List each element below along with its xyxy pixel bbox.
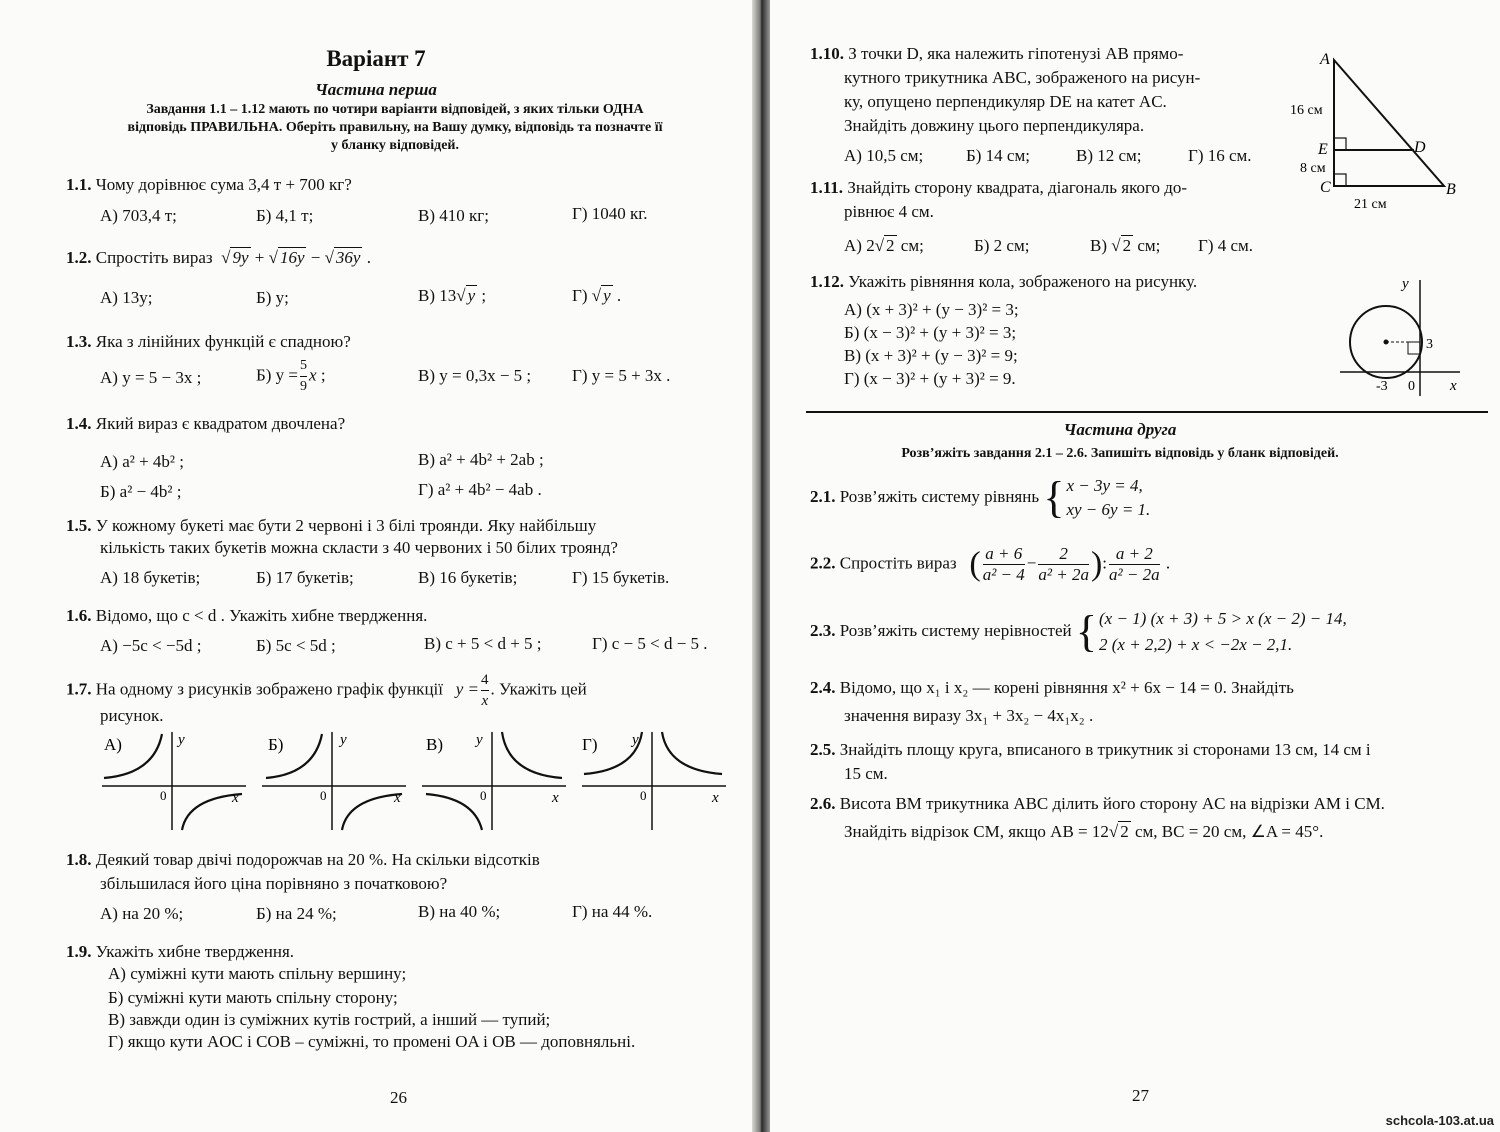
question-1-1: 1.1. Чому дорівнює сума 3,4 т + 700 кг? (66, 175, 352, 194)
question-1-8: 1.8. Деякий товар двічі подорожчав на 20 %. На скільки відсотків (66, 850, 540, 869)
hyperbola-branch (662, 732, 722, 774)
option: В) √ 2 см; (1090, 236, 1161, 255)
triangle-figure (1284, 46, 1484, 216)
instructions-line: у бланку відповідей. (330, 138, 459, 153)
option: В) на 40 %; (418, 902, 501, 921)
option: Г) a² + 4b² − 4ab . (418, 480, 542, 499)
right-angle-mark (1408, 342, 1420, 354)
option: В) (x + 3)² + (y − 3)² = 9; (844, 346, 1018, 365)
x-label: x (552, 790, 559, 806)
question-2-6: 2.6. Висота BM трикутника ABC ділить його сторону AC на відрізки AM і CM. (810, 794, 1385, 813)
option: А) 2√ 2 см; (844, 236, 924, 255)
y-label: y (1402, 276, 1409, 292)
label-ec: 8 см (1300, 161, 1326, 176)
question-text: значення виразу 3x₁ + 3x₂ − 4x₁x₂ . (844, 706, 1094, 725)
option: Г) 1040 кг. (572, 204, 648, 223)
question-1-3: 1.3. Яка з лінійних функцій є спадною? (66, 332, 351, 351)
graphs-1-7 (96, 726, 736, 836)
label-ae: 16 см (1290, 103, 1323, 118)
graph-b (262, 732, 406, 830)
graph-label: В) (426, 735, 443, 754)
question-1-9: 1.9. Укажіть хибне твердження. (66, 942, 295, 961)
label-cb: 21 см (1354, 197, 1387, 212)
origin-label: 0 (160, 788, 167, 803)
option: Б) 14 см; (966, 146, 1030, 165)
question-text: Знайдіть відрізок CM, якщо AB = 12√ 2 см, BC = 20 см, ∠A = 45°. (844, 822, 1324, 841)
question-text: Знайдіть довжину цього перпендикуляра. (844, 116, 1145, 135)
question-1-2: 1.2. Спростіть вираз √ 9y + √ 16y − √ 36y . (66, 248, 371, 267)
y-label: y (476, 732, 483, 748)
question-2-2: 2.2. Спростіть вираз ( $\frac{a + 6}{\text{a² − 4}}$ − $\frac{2}{\text{a² + 2a}}$ ): $\frac{a + 2}{\text{a² − 2a}}$ . (810, 544, 1171, 584)
option: Г) на 44 %. (572, 902, 653, 921)
x-label: x (232, 790, 239, 806)
page-number: 27 (1132, 1086, 1149, 1105)
question-text: рисунок. (100, 706, 164, 725)
variant-title: Варіант 7 (326, 46, 426, 71)
y-label: y (632, 732, 639, 748)
book-spine (752, 0, 770, 1132)
option: Б) y = $\frac{5}{9}$ x ; (256, 356, 326, 397)
part1-heading: Частина перша (315, 80, 437, 99)
question-text: кутного трикутника ABC, зображеного на рисун- (844, 68, 1201, 87)
question-1-5: 1.5. У кожному букеті має бути 2 червоні і 3 білі троянди. Яку найбільшу (66, 516, 597, 535)
origin-label: 0 (480, 788, 487, 803)
option: Г) 4 см. (1198, 236, 1254, 255)
graph-label: Г) (582, 735, 598, 754)
circle-figure (1330, 272, 1470, 400)
option: В) 12 см; (1076, 146, 1142, 165)
right-angle-mark (1334, 174, 1346, 186)
question-1-7: 1.7. На одному з рисунків зображено графік функції y = $\frac{4}{x}$ . Укажіть цей (66, 672, 587, 709)
question-2-3: 2.3. Розв’яжіть систему нерівностей { (x − 1) (x + 3) + 5 > x (x − 2) − 14, 2 (x + 2,2) + x < −2x − 2,1. (810, 607, 1347, 656)
option: Г) 15 букетів. (572, 568, 670, 587)
origin-label: 0 (640, 788, 647, 803)
label-c: C (1320, 179, 1331, 196)
option: Б) суміжні кути мають спільну сторону; (108, 988, 398, 1007)
label-d: D (1414, 139, 1426, 156)
option: А) a² + 4b² ; (100, 452, 184, 471)
triangle-abc (1334, 60, 1444, 186)
origin-label: 0 (1408, 379, 1415, 394)
origin-label: 0 (320, 788, 327, 803)
option: А) 13y; (100, 288, 153, 307)
option: В) завжди один із суміжних кутів гострий, а інший — тупий; (108, 1010, 551, 1029)
option: А) 703,4 т; (100, 206, 177, 225)
question-1-10: 1.10. З точки D, яка належить гіпотенузі AB прямо- (810, 44, 1184, 63)
question-1-11: 1.11. Знайдіть сторону квадрата, діагональ якого до- (810, 178, 1188, 197)
label-b: B (1446, 181, 1456, 198)
instructions-line: відповідь ПРАВИЛЬНА. Оберіть правильну, на Вашу думку, відповідь та позначте її (127, 120, 663, 135)
option: Г) c − 5 < d − 5 . (592, 634, 708, 653)
x-label: x (1450, 378, 1457, 394)
graph-label: Б) (268, 735, 284, 754)
option: В) 13√ y ; (418, 286, 487, 305)
hyperbola-branch (502, 732, 562, 778)
option: А) 10,5 см; (844, 146, 924, 165)
option: Б) 2 см; (974, 236, 1030, 255)
right-angle-mark (1334, 138, 1346, 150)
option: В) 16 букетів; (418, 568, 518, 587)
option: Б) a² − 4b² ; (100, 482, 182, 501)
part2-instructions: Розв’яжіть завдання 2.1 – 2.6. Запишіть відповідь у бланк відповідей. (901, 446, 1339, 461)
question-2-1: 2.1. Розв’яжіть систему рівнянь { x − 3y = 4, xy − 6y = 1. (810, 473, 1151, 522)
option: Б) (x − 3)² + (y + 3)² = 3; (844, 323, 1017, 342)
divider (806, 411, 1488, 413)
question-2-4: 2.4. Відомо, що x₁ і x₂ — корені рівняння x² + 6x − 14 = 0. Знайдіть (810, 678, 1294, 697)
option: А) (x + 3)² + (y − 3)² = 3; (844, 300, 1019, 319)
question-text: 15 см. (844, 764, 888, 783)
option: В) y = 0,3x − 5 ; (418, 366, 532, 385)
y-label: y (178, 732, 185, 748)
x-label: x (712, 790, 719, 806)
question-1-6: 1.6. Відомо, що c < d . Укажіть хибне твердження. (66, 606, 428, 625)
label-a: A (1320, 51, 1330, 68)
watermark: schcola-103.at.ua (1385, 1113, 1494, 1128)
page-number: 26 (390, 1088, 407, 1107)
label-neg3: -3 (1376, 379, 1388, 394)
option: А) −5c < −5d ; (100, 636, 202, 655)
question-1-4: 1.4. Який вираз є квадратом двочлена? (66, 414, 346, 433)
graph-d (582, 732, 726, 830)
question-text: кількість таких букетів можна скласти з 40 червоних і 50 білих троянд? (100, 538, 618, 557)
x-label: x (394, 790, 401, 806)
graph-label: А) (104, 735, 122, 754)
label-3: 3 (1426, 337, 1433, 352)
y-label: y (340, 732, 347, 748)
question-2-5: 2.5. Знайдіть площу круга, вписаного в трикутник зі сторонами 13 см, 14 см і (810, 740, 1371, 759)
option: А) суміжні кути мають спільну вершину; (108, 964, 407, 983)
instructions-line: Завдання 1.1 – 1.12 мають по чотири варіанти відповідей, з яких тільки ОДНА (146, 102, 644, 117)
question-text: ку, опущено перпендикуляр DE на катет AC. (844, 92, 1167, 111)
option: Г) y = 5 + 3x . (572, 366, 671, 385)
right-page (770, 0, 1500, 1132)
option: В) 410 кг; (418, 206, 489, 225)
option: Г) 16 см. (1188, 146, 1252, 165)
option: Б) y; (256, 288, 289, 307)
option: Г) √ y . (572, 286, 622, 305)
option: Б) 17 букетів; (256, 568, 354, 587)
option: Г) (x − 3)² + (y + 3)² = 9. (844, 369, 1016, 388)
option: А) на 20 %; (100, 904, 184, 923)
graph-c (422, 732, 566, 830)
hyperbola-branch (342, 794, 402, 830)
question-text: збільшилася його ціна порівняно з початковою? (100, 874, 448, 893)
option: А) 18 букетів; (100, 568, 201, 587)
question-text: рівнює 4 см. (844, 202, 934, 221)
option: В) a² + 4b² + 2ab ; (418, 450, 544, 469)
option: Г) якщо кути AOC і COB – суміжні, то промені OA і OB — доповняльні. (108, 1032, 636, 1051)
label-e: E (1318, 141, 1328, 158)
question-1-12: 1.12. Укажіть рівняння кола, зображеного на рисунку. (810, 272, 1198, 291)
hyperbola-branch (426, 794, 482, 830)
part2-heading: Частина друга (1063, 420, 1177, 439)
option: А) y = 5 − 3x ; (100, 368, 202, 387)
graph-a (102, 732, 246, 830)
option: Б) 5c < 5d ; (256, 636, 336, 655)
option: Б) 4,1 т; (256, 206, 314, 225)
option: Б) на 24 %; (256, 904, 337, 923)
option: В) c + 5 < d + 5 ; (424, 634, 542, 653)
